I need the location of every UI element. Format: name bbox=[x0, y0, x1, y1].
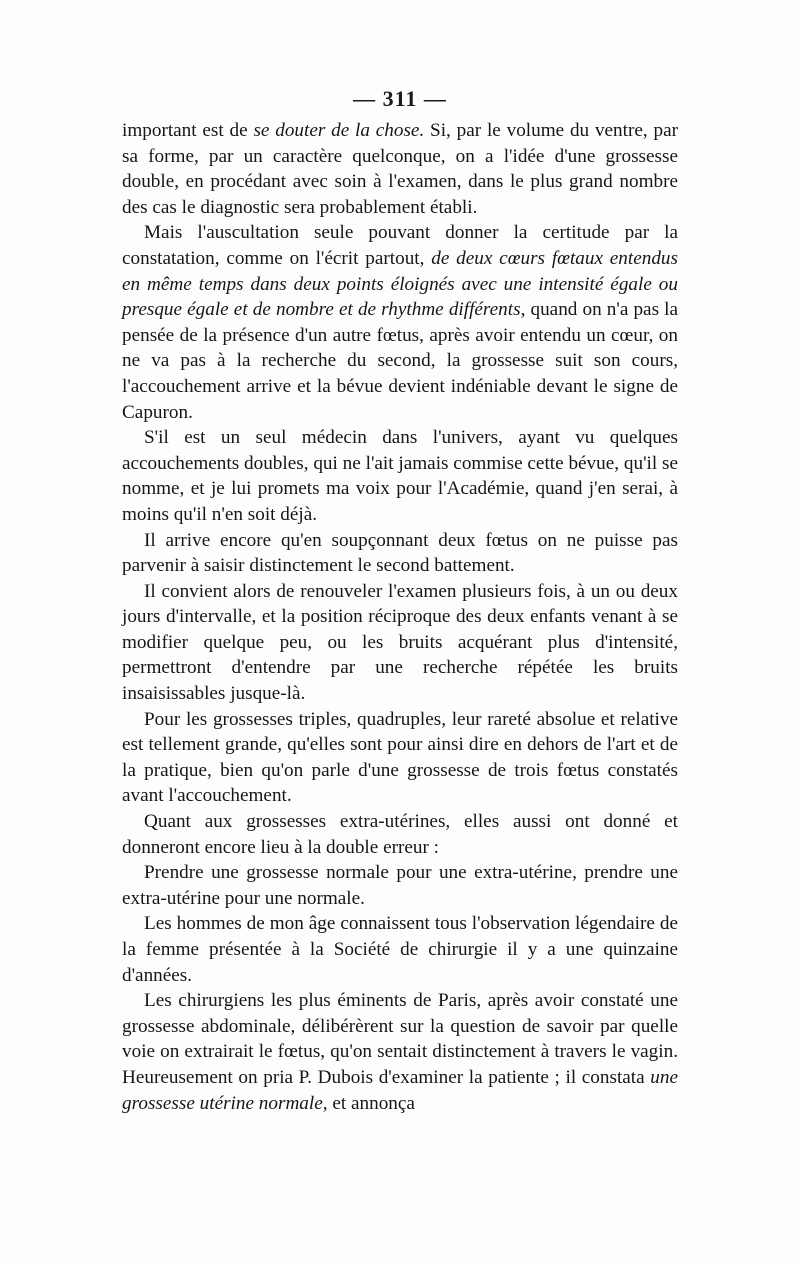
text-run: et annonça bbox=[327, 1092, 415, 1114]
paragraph bbox=[122, 911, 678, 988]
text-run: Pour les grossesses triples, quadruples, leur rareté absolue et relative est tellement grande, qu'elles sont pour ainsi dire en dehors de l'art et de la pratique, bien qu'on parle d'une grossesse de trois fœtus constatés avant l'accouchement. bbox=[122, 708, 678, 807]
text-run: quand on n'a pas la pensée de la présence d'un autre fœtus, après avoir entendu un cœur, on ne va pas à la recherche du second, la grossesse suit son cours, l'accouchement arrive et la bévue devient indéniable devant le signe de Capuron. bbox=[122, 299, 678, 423]
paragraph bbox=[122, 707, 678, 809]
paragraph bbox=[122, 528, 678, 579]
text-run: Si, par le volume du ventre, par sa forme, par un caractère quelconque, on a l'idée d'une grossesse double, en procédant avec soin à l'examen, dans le plus grand nombre des cas le diagnostic sera probablement établi. bbox=[122, 120, 678, 218]
text-run: Il arrive encore qu'en soupçonnant deux fœtus on ne puisse pas parvenir à saisir distinctement le second battement. bbox=[122, 529, 678, 577]
text-run: Mais l'auscultation seule pouvant donner la certitude par la constatation, comme on l'écrit partout, bbox=[122, 222, 678, 269]
page-number: — 311 — bbox=[353, 86, 447, 111]
paragraph bbox=[122, 860, 678, 911]
body-text bbox=[122, 118, 678, 1116]
italic-text: de deux cœurs fœtaux entendus en même temps dans deux points éloignés avec une intensité égale ou presque égale et de nombre et de rhythme différents, bbox=[122, 247, 678, 321]
paragraph bbox=[122, 988, 678, 1116]
text-run: Les hommes de mon âge connaissent tous l'observation légendaire de la femme présentée à la Société de chirurgie il y a une quinzaine d'années. bbox=[122, 913, 678, 986]
paragraph bbox=[122, 425, 678, 527]
text-run: important est de bbox=[122, 120, 254, 141]
text-run: S'il est un seul médecin dans l'univers, ayant vu quelques accouchements doubles, qui ne l'ait jamais commise cette bévue, qu'il se nomme, et je lui promets ma voix pour l'Académie, quand j'en serai, à moins qu'il n'en soit déjà. bbox=[122, 427, 678, 525]
paragraph bbox=[122, 118, 678, 220]
paragraph bbox=[122, 579, 678, 707]
text-run: Prendre une grossesse normale pour une extra-utérine, prendre une extra-utérine pour une normale. bbox=[122, 862, 678, 909]
italic-text: une grossesse utérine normale, bbox=[122, 1066, 678, 1114]
paragraph bbox=[122, 220, 678, 425]
italic-text: se douter de la chose. bbox=[253, 120, 425, 141]
text-run: Les chirurgiens les plus éminents de Paris, après avoir constaté une grossesse abdominale, délibérèrent sur la question de savoir par quelle voie on extrairait le fœtus, qu'on sentait distinctement à travers le vagin. Heureusement on pria P. Dubois d'examiner la patiente ; il constata bbox=[122, 990, 678, 1088]
paragraph bbox=[122, 809, 678, 860]
text-run: Quant aux grossesses extra-utérines, elles aussi ont donné et donneront encore lieu à la double erreur : bbox=[122, 811, 678, 858]
text-run: Il convient alors de renouveler l'examen plusieurs fois, à un ou deux jours d'intervalle, et la position réciproque des deux enfants venant à se modifier quelque peu, ou les bruits acquérant plus d'intensité, permettront d'entendre par une recherche répétée les bruits insaisissables jusque-là. bbox=[122, 580, 678, 705]
